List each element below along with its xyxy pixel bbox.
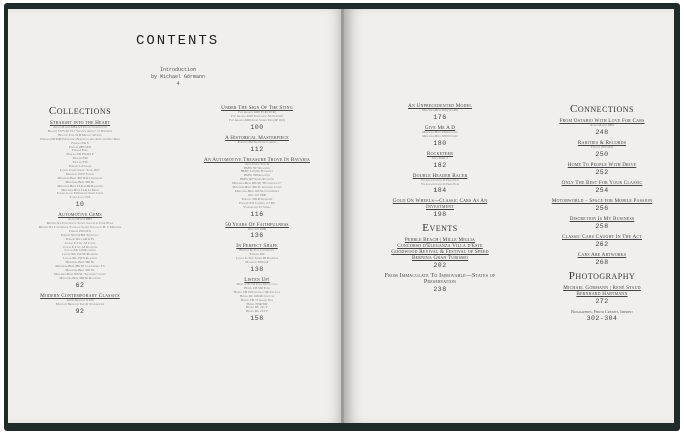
- entry-subtitle: Mercedes-Benz 280 SE Convertible 3.5: [55, 264, 105, 269]
- event-line: Bernina Gran Turismo: [412, 255, 468, 262]
- entry-title: Rarities & Records: [577, 139, 627, 146]
- entry-subtitle: Jaguar XK 120 Roadster: [64, 248, 96, 253]
- entry-subtitle: Lancia Competizione "Long One": [59, 167, 101, 172]
- toc-entry[interactable]: [196, 157, 318, 218]
- toc-entry[interactable]: [196, 222, 318, 240]
- toc-entry[interactable]: [542, 140, 662, 158]
- entry-subtitle: Volkswagen T1 Samba: [243, 204, 271, 209]
- entry-subtitle: Porsche 911 Carrera 2.7 RS: [239, 200, 275, 205]
- toc-entry[interactable]: [380, 125, 500, 147]
- page-number: 254: [595, 186, 609, 194]
- toc-entry[interactable]: [22, 120, 138, 208]
- toc-entry[interactable]: [542, 234, 662, 248]
- toc-entry[interactable]: [542, 252, 662, 266]
- page-number: 176: [433, 113, 447, 121]
- entry-subtitle: Honda RC 211 V: [246, 305, 268, 310]
- page-number: 250: [595, 150, 609, 158]
- entry-subtitle: Honda RC 166 Motorcycle: [239, 293, 275, 298]
- entry-subtitle: Mercedes-Benz 190 SL Convertible: [234, 188, 280, 193]
- entry-subtitle: Ferrari 250 GTO: [69, 228, 91, 233]
- page-number: 10: [75, 201, 85, 209]
- entry-subtitle: Ferrari 400: [249, 252, 265, 257]
- entry-subtitle: Mercedes-Benz 300 SL "Gullwing" Coupé: [54, 271, 106, 276]
- page-number: 112: [250, 145, 264, 153]
- toc-entry[interactable]: [380, 273, 500, 293]
- entry-subtitle: Mercedes-Benz 190 D Coupé: [422, 129, 458, 134]
- features-column: [196, 105, 318, 326]
- entry-subtitle: Ferrari 365 GTB/4 "Daytona": [60, 232, 100, 237]
- page-number: 258: [595, 222, 609, 230]
- entry-subtitle: Bentley R1 Continental Fastback Sports Saloon by H. J. Mulliner: [38, 225, 122, 230]
- entry-subtitle: Tauro Lago T74: [69, 195, 91, 200]
- page-number: 116: [250, 210, 264, 218]
- page-number: 202: [433, 262, 447, 270]
- page-number: 100: [250, 123, 264, 131]
- toc-entry[interactable]: [380, 151, 500, 169]
- entry-subtitle: Ferrari 250 GTO: [591, 144, 613, 149]
- entry-title: An Automotive Treasure Trove In Bavaria: [204, 156, 310, 163]
- page-number: 92: [75, 307, 85, 315]
- entry-subtitle: BMW 507 Roadster: [244, 165, 270, 170]
- entry-title: Motorworld – Space for Mobile Passion: [551, 197, 653, 204]
- event-line: Goodwood Revival & Festival of Speed: [391, 249, 489, 256]
- event-line: Concorso d'Eleganza Villa d'Este: [397, 243, 483, 250]
- entry-subtitle: Mercedes-Benz 280 SE "Hochzeitsauto": [232, 181, 282, 186]
- entry-subtitle: Maserati 3500 GT: [245, 260, 269, 265]
- toc-entry[interactable]: [22, 293, 138, 315]
- page-number: 248: [595, 128, 609, 136]
- contents-title: CONTENTS: [136, 33, 220, 49]
- intro-label: Introduction: [159, 67, 196, 73]
- entry-title: Double Header Racer: [412, 172, 468, 179]
- entry-subtitle: Bentley R1 Continental Sports Saloon by Park Ward: [46, 221, 114, 226]
- page-number: 238: [433, 286, 447, 294]
- entry-subtitle: Bentley R-Type Continental: [239, 248, 275, 253]
- page-number: 268: [595, 258, 609, 266]
- entry-title: Discretion Is My Business: [569, 215, 635, 222]
- toc-entry[interactable]: [196, 243, 318, 273]
- entry-subtitle: Honda CB 500 Four: [244, 285, 270, 290]
- entry-title: Home To People With Drive: [567, 161, 637, 168]
- entry-subtitle: Honda NSR 500: [246, 301, 268, 306]
- left-page: [8, 9, 344, 423]
- entry-subtitle: Ferrari Enzo: [72, 148, 88, 153]
- collections-column: [22, 105, 138, 319]
- events-entry[interactable]: [380, 237, 500, 269]
- book-cover: [4, 3, 680, 431]
- entry-subtitle: Mercedes-Benz 300 SL: [65, 179, 95, 184]
- toc-entry[interactable]: [542, 162, 662, 176]
- right-page: [344, 9, 674, 423]
- entry-subtitle: Ferrari F40: [72, 156, 88, 161]
- entry-subtitle: Mercedes-Benz 300 SL Gullwing Coupé: [232, 185, 282, 190]
- toc-entry[interactable]: [196, 105, 318, 131]
- page-number: 302-304: [586, 314, 618, 322]
- events-heading: Events: [422, 222, 458, 235]
- entry-subtitle: Ferrari Dino 246 GTS: [65, 236, 95, 241]
- entry-title: Straight into the Heart: [49, 120, 111, 126]
- entry-subtitle: BMW 507 Series Roadster: [240, 177, 274, 182]
- entry-subtitle: Volkswagen Golf II Pikes Peak: [420, 181, 460, 186]
- photographer-line: Michael Görmann | René Staud: [563, 284, 641, 291]
- appendix-entry[interactable]: [542, 309, 662, 322]
- entry-subtitle: Bugatti T57S 32 V12 "Golden Arrow" by Northrop: [47, 128, 113, 133]
- photography-entry[interactable]: [542, 285, 662, 305]
- entry-subtitle: Honda CB 750 Four Motorcycle: [236, 282, 278, 287]
- toc-entry[interactable]: [380, 103, 500, 121]
- page-number: 198: [433, 211, 447, 219]
- page-number: 252: [595, 168, 609, 176]
- entry-subtitle: Jaguar E-Type 3.8 Coupé: [64, 240, 96, 245]
- entry-subtitle: Porsche 356 B Speedster: [241, 196, 273, 201]
- entry-subtitle: Honda CB 72 Grand Prix: [241, 297, 273, 302]
- toc-entry[interactable]: [380, 173, 500, 195]
- event-line: Pebble Beach | Mille Miglia: [404, 237, 476, 244]
- entry-subtitle: Ferrari F50: [72, 160, 88, 165]
- toc-entry[interactable]: [196, 277, 318, 322]
- entry-title: Listen Up!: [244, 277, 270, 284]
- appendix-title: Biographies, Photo Credits, Imprint: [571, 308, 633, 314]
- entry-subtitle: Honda RC 213 V: [246, 309, 268, 314]
- entry-subtitle: Ferrari 288 GTO: [69, 144, 91, 149]
- toc-entry[interactable]: [380, 198, 500, 218]
- photography-heading: Photography: [568, 269, 636, 282]
- entry-subtitle: Aston Martin DB5: [590, 123, 614, 127]
- entry-title: In Perfect Shape: [236, 243, 278, 250]
- introduction[interactable]: [138, 67, 218, 88]
- entry-title: 50 Years Of Faithfulness: [225, 221, 289, 228]
- entry-subtitle: Opel RAK 2: [432, 155, 448, 160]
- page-number: 272: [595, 297, 609, 305]
- page-number: 158: [250, 315, 264, 323]
- page-number: 180: [433, 139, 447, 147]
- entry-subtitle: Opel GT 1900: [247, 192, 267, 197]
- entry-subtitle: Opel GT 1900: [247, 226, 267, 231]
- entry-title: Automotive Gems: [58, 212, 102, 219]
- entry-subtitle: Mercedes-Benz 600 (W 100): [422, 108, 458, 112]
- entry-subtitle: Mercedes-Benz CLK GTR Roadster: [57, 183, 103, 188]
- entry-subtitle: Jaguar XK 150 S Roadster: [62, 256, 98, 261]
- entry-title: Cars Are Artworks: [577, 251, 627, 258]
- photographer-line: Bernhard Hartmann: [576, 290, 628, 297]
- entry-subtitle: BMW 3.2 CSL Batmobile: [240, 169, 274, 174]
- entry-title: A Historical Masterpiece: [225, 134, 289, 141]
- connections-column: [542, 103, 662, 326]
- page-number: 62: [75, 281, 85, 289]
- intro-author: by Michael Görmann: [150, 74, 205, 80]
- entry-subtitle: Jaguar XK 150 SE Roadster: [62, 252, 98, 257]
- entry-subtitle: Fiat Abarth 2000 Sport Spider Tipo (SE 010): [229, 117, 285, 122]
- entry-subtitle: Talbot-Lago T26 Grand Sport Coupé: [56, 191, 104, 196]
- entry-subtitle: Fiat Abarth 1000 TCR (TCR): [238, 110, 276, 114]
- page-number: 138: [250, 266, 264, 274]
- entry-subtitle: Volkswagen Golf II Pikes Peak: [420, 177, 460, 182]
- entry-subtitle: Ferrari 250 P3/412 P: [66, 152, 94, 157]
- stories-column: [380, 103, 500, 297]
- entry-subtitle: Maserati 250 F Fangio: [65, 171, 95, 176]
- entry-subtitle: Ferrari 250 MM Pininfarina Berlinetta All Kind and Nice Deer: [40, 136, 120, 141]
- toc-entry[interactable]: [22, 212, 138, 289]
- entry-subtitle: Bugatti Type 35 B Monaco Winner: [58, 132, 102, 137]
- entry-subtitle: Mercedes-Benz CLK Le Mans: [61, 187, 99, 192]
- entry-subtitle: Mercedes-Benz 300 SL Roadster: [59, 275, 101, 280]
- entry-title: Gold On Wheels—Classic Cars As An Investment: [392, 198, 488, 211]
- entry-subtitle: Auto Union Type D: [244, 161, 270, 166]
- page-number: 184: [433, 187, 447, 195]
- entry-subtitle: Mercedes-Benz 300 SL: [65, 268, 95, 272]
- entry-subtitle: BMW 328 Roadster: [244, 173, 270, 178]
- entry-title: Give Me A D: [424, 124, 456, 131]
- entry-title: Rocketeer: [426, 150, 454, 157]
- entry-subtitle: Ferrari LaFerrari: [68, 164, 92, 169]
- toc-entry[interactable]: [542, 118, 662, 136]
- entry-subtitle: Ferrari 250 S: [71, 140, 89, 145]
- entry-title: Only The Best For Your Classic: [561, 179, 643, 186]
- entry-subtitle: Mercedes-Benz 300 D Coupé: [422, 133, 458, 138]
- intro-page: 4: [176, 81, 180, 87]
- entry-title: Under The Sign Of The Sting: [221, 105, 293, 111]
- entry-subtitle: Mercedes-Benz 300 SL: [65, 260, 95, 265]
- entry-subtitle: Fiat Abarth 2000 Pininfarina SE 014/019: [231, 113, 283, 118]
- entry-subtitle: Maserati Birdcage Tipo 61 Streamliner: [55, 301, 105, 306]
- entry-subtitle: Aston Martin DB4 GT Zagato Competition: [53, 125, 107, 129]
- entry-title: Modern Contemporary Classics: [40, 292, 120, 299]
- entry-subtitle: Porsche 356 Speedster Carrera: [237, 139, 277, 144]
- entry-subtitle: Jaguar E-Type Series III Roadster: [235, 256, 279, 261]
- page-number: 136: [250, 232, 264, 240]
- page-number: 256: [595, 204, 609, 212]
- entry-subtitle: Aston Martin DB5: [68, 217, 92, 222]
- toc-entry[interactable]: [542, 198, 662, 212]
- entry-title: Classic Cars Caught In The Act: [561, 233, 643, 240]
- collections-heading: Collections: [48, 105, 112, 117]
- toc-entry[interactable]: [542, 216, 662, 230]
- entry-title: An Unprecedented Model: [408, 103, 472, 109]
- toc-entry[interactable]: [196, 135, 318, 153]
- page-number: 262: [595, 240, 609, 248]
- entry-subtitle: Jaguar E-Type 3.8 Roadster: [62, 244, 98, 249]
- entry-title: From Immaculate To Immovable—States of Preservation: [384, 273, 496, 286]
- toc-entry[interactable]: [542, 180, 662, 194]
- page-number: 182: [433, 161, 447, 169]
- connections-heading: Connections: [570, 103, 634, 115]
- entry-subtitle: Honda CB 450 Gatineau Motorcycle: [233, 289, 281, 294]
- entry-subtitle: Mercedes-Benz 300 SLR Uhlenhaut: [57, 175, 103, 180]
- entry-title: From Ostabio With Love For Cars: [559, 118, 645, 124]
- entry-subtitle: Alpine Renault A 220: [66, 297, 94, 302]
